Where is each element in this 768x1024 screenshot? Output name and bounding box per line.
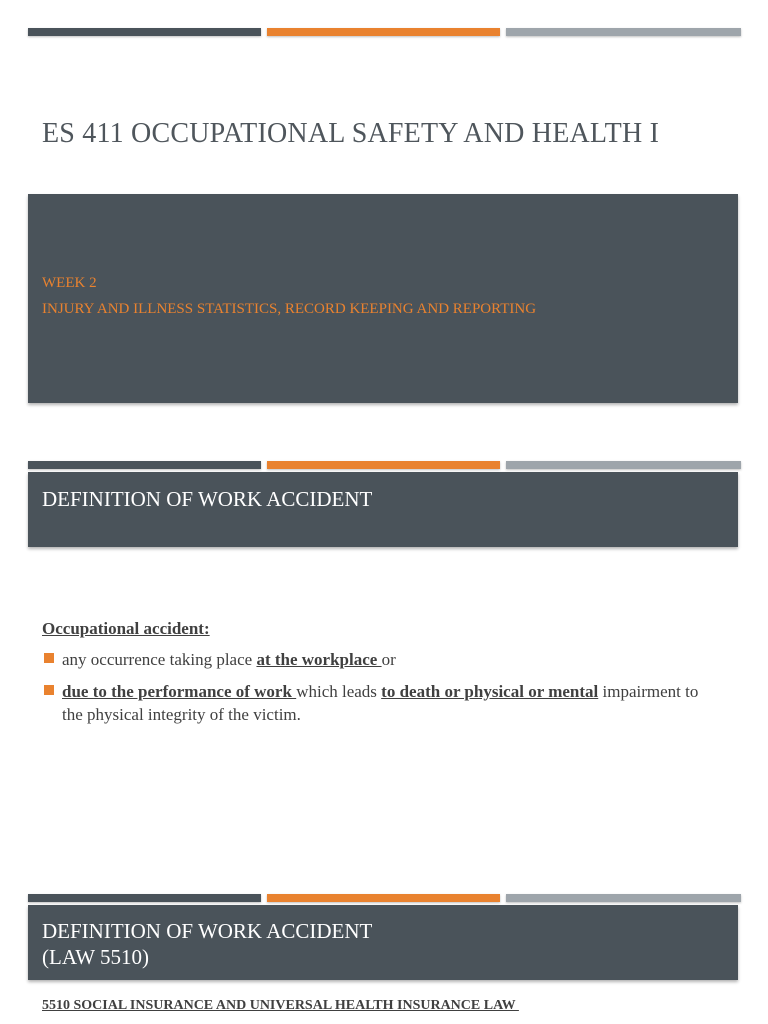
week-label: WEEK 2 <box>42 275 97 291</box>
stripe-orange <box>267 461 500 469</box>
bullet-text: or <box>381 650 396 669</box>
bullet-text: impairment to the physical integrity of the victim. <box>62 682 699 724</box>
slide3-header <box>28 905 738 980</box>
slide1-title: ES 411 OCCUPATIONAL SAFETY AND HEALTH I <box>42 118 660 149</box>
stripe-gray <box>506 461 741 469</box>
stripe-dark <box>28 28 261 36</box>
definition-lead: Occupational accident: <box>42 619 210 638</box>
stripe-gray <box>506 28 741 36</box>
bullet-emphasis: due to the performance of work <box>62 682 297 701</box>
slide3-title-line1: DEFINITION OF WORK ACCIDENT <box>42 919 373 943</box>
stripe-dark <box>28 461 261 469</box>
slide2-title: DEFINITION OF WORK ACCIDENT <box>42 487 373 511</box>
stripe-dark <box>28 894 261 902</box>
slide2-body <box>42 617 702 735</box>
orange-square-icon <box>44 653 54 663</box>
stripe-gray <box>506 894 741 902</box>
orange-square-icon <box>44 685 54 695</box>
bullet-emphasis: to death or physical or mental <box>381 682 599 701</box>
slide1-subtitle-panel <box>28 194 738 403</box>
bullet-emphasis: at the workplace <box>256 650 382 669</box>
topic-label: INJURY AND ILLNESS STATISTICS, RECORD KEEPING AND REPORTING <box>42 301 537 317</box>
stripe-orange <box>267 894 500 902</box>
stripe-orange <box>267 28 500 36</box>
bullet-item <box>42 648 702 671</box>
slide3-title-line2: (LAW 5510) <box>42 945 149 969</box>
law-caption: 5510 SOCIAL INSURANCE AND UNIVERSAL HEALTH INSURANCE LAW <box>42 998 519 1013</box>
bullet-item <box>42 680 702 726</box>
slide2-header <box>28 472 738 547</box>
slide1-accent-stripes <box>28 28 741 36</box>
slide2-accent-stripes <box>28 461 741 469</box>
slide3-accent-stripes <box>28 894 741 902</box>
bullet-text: which leads <box>296 682 382 701</box>
bullet-text: any occurrence taking place <box>62 650 257 669</box>
